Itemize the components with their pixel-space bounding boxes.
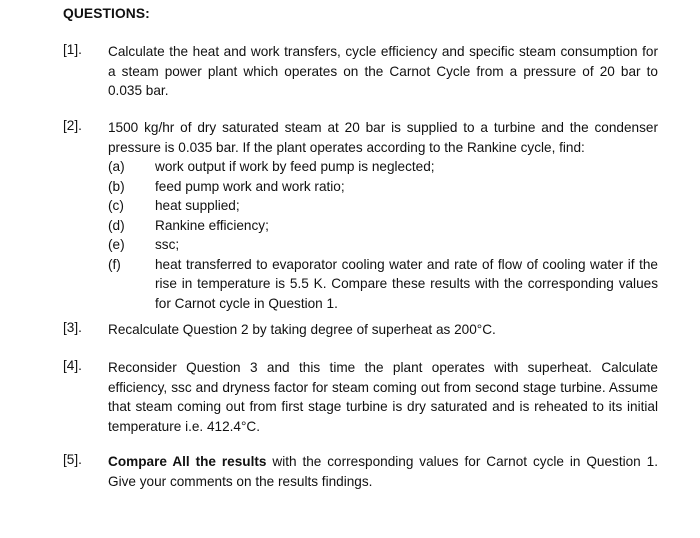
question-2-item-d bbox=[108, 216, 658, 236]
item-text: heat transferred to evaporator cooling water and rate of flow of cooling water if the rise in temperature is 5.5 K. Compare these results with the corresponding values for Carnot cycle in Question 1. bbox=[155, 256, 658, 311]
question-3-number: [3]. bbox=[63, 320, 82, 335]
question-2-number: [2]. bbox=[63, 118, 82, 133]
question-5-number: [5]. bbox=[63, 452, 82, 467]
question-2-item-c bbox=[108, 196, 658, 216]
item-text: work output if work by feed pump is neglected; bbox=[155, 159, 435, 174]
question-2-item-e bbox=[108, 235, 658, 255]
question-1-number: [1]. bbox=[63, 42, 82, 57]
question-2-body bbox=[108, 118, 658, 313]
question-3-text: Recalculate Question 2 by taking degree of superheat as 200°C. bbox=[108, 322, 496, 337]
question-1-text: Calculate the heat and work transfers, cycle efficiency and specific steam consumption for a steam power plant which operates on the Carnot Cycle from a pressure of 20 bar to 0.035 bar. bbox=[108, 44, 658, 98]
question-5-bold-lead: Compare All the results bbox=[108, 454, 267, 469]
item-text: heat supplied; bbox=[155, 198, 240, 213]
item-text: ssc; bbox=[155, 237, 180, 252]
question-5-body bbox=[108, 452, 658, 491]
question-2-item-a bbox=[108, 157, 658, 177]
question-5-text: with the corresponding values for Carnot cycle in Question 1. Give your comments on the results findings. bbox=[108, 454, 658, 489]
item-label: (e) bbox=[108, 237, 125, 252]
item-label: (d) bbox=[108, 217, 125, 233]
item-label: (b) bbox=[108, 178, 125, 194]
item-text: Rankine efficiency; bbox=[155, 217, 269, 233]
item-label: (c) bbox=[108, 198, 124, 213]
question-4-number: [4]. bbox=[63, 358, 82, 373]
question-2-item-f bbox=[108, 255, 658, 314]
question-2-text: 1500 kg/hr of dry saturated steam at 20 bar is supplied to a turbine and the condenser pressure is 0.035 bar. If the plant operates according to the Rankine cycle, find: bbox=[108, 120, 658, 155]
questions-heading: QUESTIONS: bbox=[63, 6, 150, 21]
item-label: (a) bbox=[108, 159, 125, 174]
item-label: (f) bbox=[108, 256, 121, 272]
question-2-item-b bbox=[108, 177, 658, 197]
item-text: feed pump work and work ratio; bbox=[155, 178, 345, 194]
question-4-text: Reconsider Question 3 and this time the plant operates with superheat. Calculate efficiency, ssc and dryness factor for steam coming out from second stage turbine. Assume that steam coming out from first stage turbine is dry saturated and is reheated to its initial temperature i.e. 412.4°C. bbox=[108, 360, 658, 434]
